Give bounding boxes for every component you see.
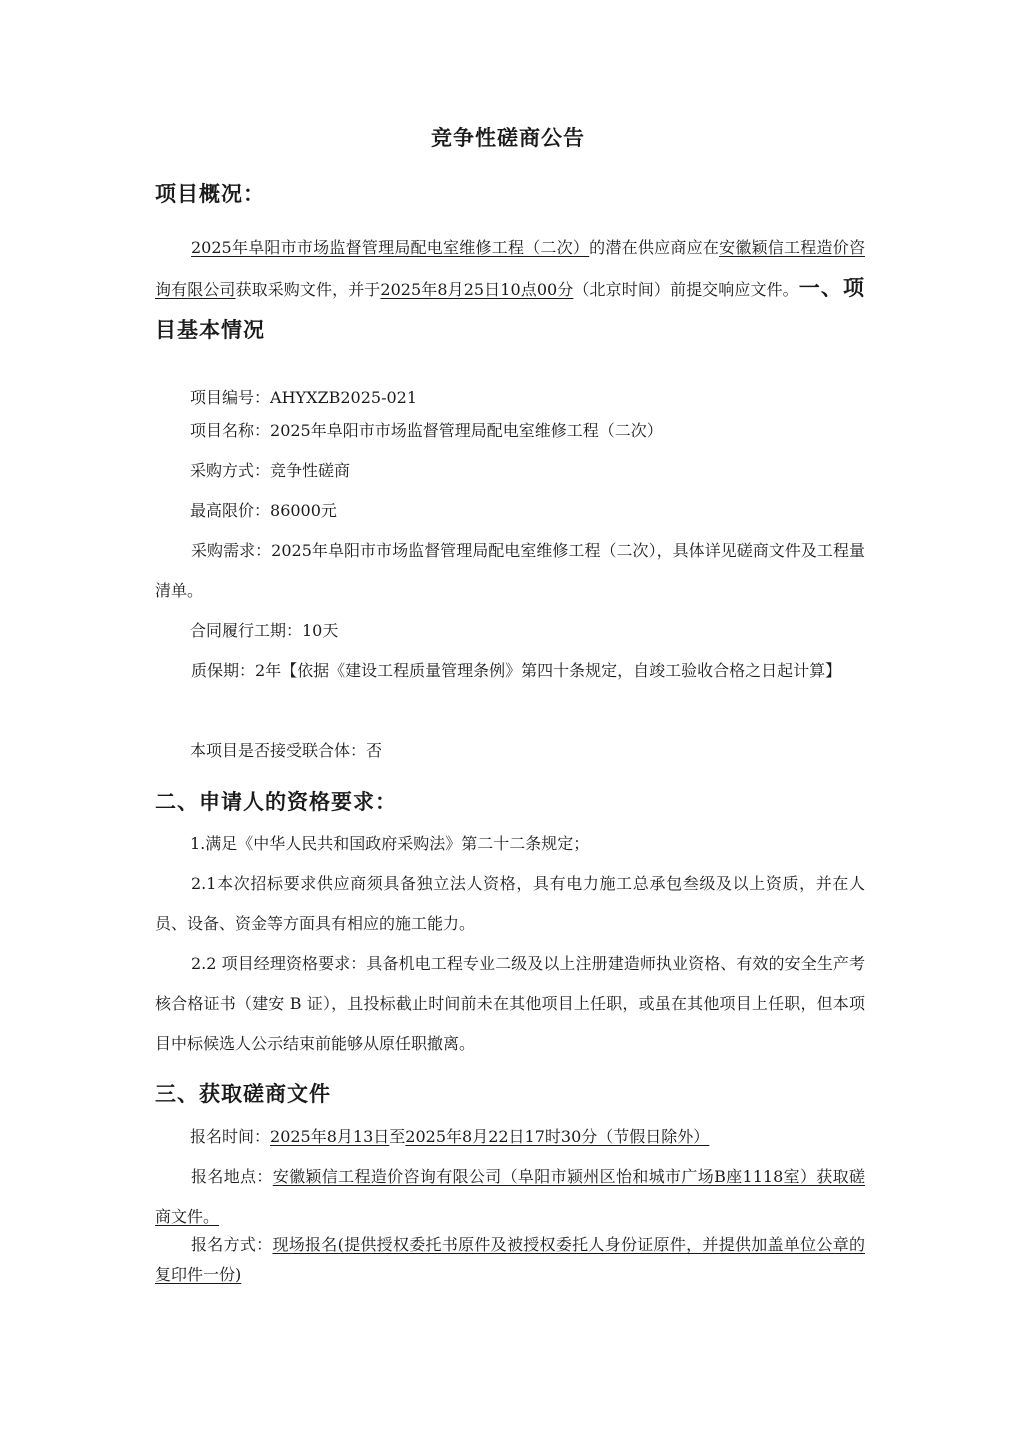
project-name-link: 2025年阜阳市市场监督管理局配电室维修工程（二次）	[191, 238, 590, 257]
project-name	[190, 419, 663, 443]
procurement-method-label: 采购方式：	[190, 461, 271, 480]
max-price-label: 最高限价：	[190, 501, 271, 520]
project-name-value: 2025年阜阳市市场监督管理局配电室维修工程（二次）	[270, 421, 663, 440]
registration-time-end: 2025年8月22日17时30分（节假日除外）	[405, 1127, 710, 1146]
registration-mode-value: 现场报名(提供授权委托书原件及被授权委托人身份证原件，并提供加盖单位公章的复印件一份)	[155, 1235, 865, 1284]
qualification-item-3: 2.2 项目经理资格要求：具备机电工程专业二级及以上注册建造师执业资格、有效的安全生产考核合格证书（建安 B 证），且投标截止时间前未在其他项目上任职，或虽在其他项目上任职，但本项目中标候选人公示结束前能够从原任职撤离。	[155, 954, 865, 1053]
procurement-demand: 采购需求：2025年阜阳市市场监督管理局配电室维修工程（二次），具体详见磋商文件及工程量清单。	[155, 541, 865, 600]
overview-heading: 项目概况：	[155, 182, 265, 206]
registration-time-mid: 至	[389, 1127, 406, 1146]
registration-mode	[155, 1230, 865, 1290]
section1-heading: 一、项目基本情况	[155, 276, 865, 342]
overview-text-1: 的潜在供应商应在	[589, 238, 720, 257]
registration-mode-label: 报名方式：	[191, 1235, 273, 1254]
qualification-item-1: 1.满足《中华人民共和国政府采购法》第二十二条规定；	[190, 834, 590, 853]
registration-place-label: 报名地点：	[191, 1167, 273, 1186]
warranty-period: 质保期：2年【依据《建设工程质量管理条例》第四十条规定，自竣工验收合格之日起计算】	[191, 661, 842, 680]
registration-place	[155, 1157, 865, 1237]
consortium: 本项目是否接受联合体：否	[190, 741, 383, 760]
registration-time-start: 2025年8月13日	[270, 1127, 390, 1146]
max-price	[190, 499, 337, 523]
overview-text-2: 获取采购文件，并于	[235, 280, 381, 299]
registration-time-label: 报名时间：	[190, 1127, 271, 1146]
obtain-heading: 三、获取磋商文件	[155, 1082, 331, 1106]
procurement-method-value: 竞争性磋商	[270, 461, 351, 480]
deadline: 2025年8月25日10点00分	[380, 280, 574, 299]
registration-place-value: 安徽颖信工程造价咨询有限公司（阜阳市颍州区怡和城市广场B座1118室）获取磋商文件。	[155, 1167, 865, 1226]
project-number-value: AHYXZB2025-021	[270, 388, 418, 407]
qualification-item-2: 2.1本次招标要求供应商须具备独立法人资格，具有电力施工总承包叁级及以上资质，并在人员、设备、资金等方面具有相应的施工能力。	[155, 874, 865, 933]
max-price-value: 86000元	[270, 501, 337, 520]
overview-paragraph	[155, 228, 865, 352]
agency-name: 安徽颖信工程造价咨询有限公司	[155, 238, 865, 299]
qualification-heading: 二、申请人的资格要求：	[155, 790, 397, 814]
overview-text-3: （北京时间）前提交响应文件。	[573, 280, 799, 299]
project-number	[190, 386, 417, 410]
registration-time	[190, 1125, 709, 1149]
project-name-label: 项目名称：	[190, 421, 271, 440]
procurement-method	[190, 459, 350, 483]
document-title: 竞争性磋商公告	[431, 126, 585, 150]
contract-period: 合同履行工期：10天	[190, 621, 339, 640]
project-number-label: 项目编号：	[190, 388, 271, 407]
